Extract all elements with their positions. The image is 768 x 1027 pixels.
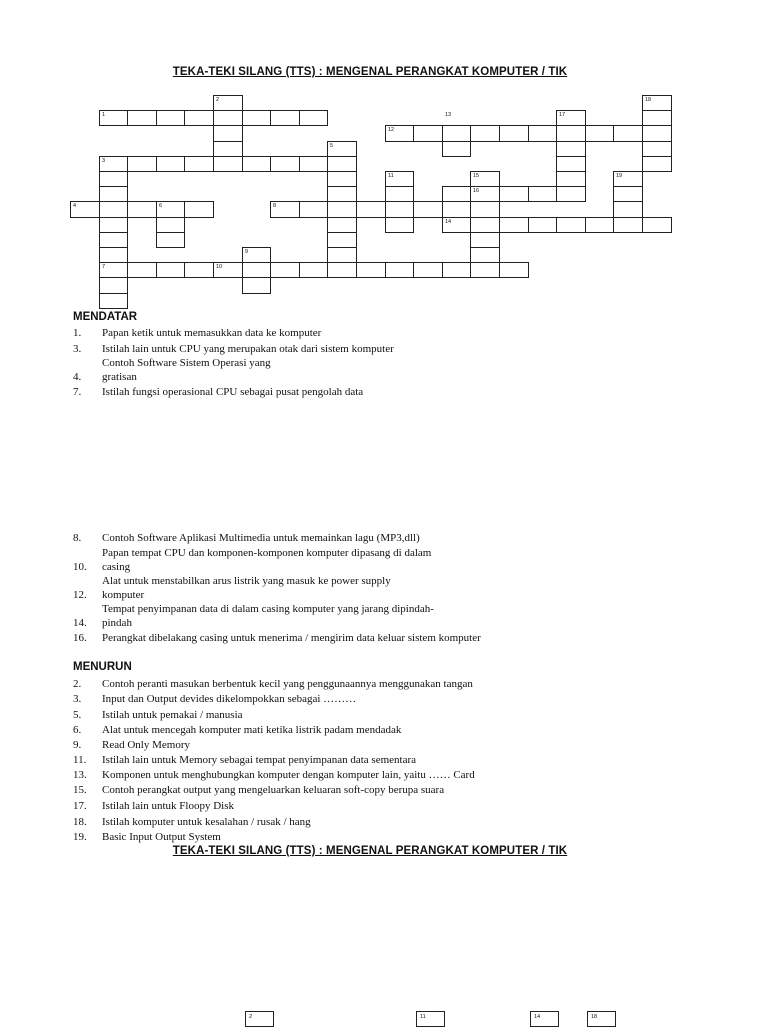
clue-number-label: 4: [73, 203, 77, 209]
clue-number-label: 5: [330, 143, 334, 149]
clue-text: Read Only Memory: [102, 739, 190, 751]
clue-text: Istilah komputer untuk kesalahan / rusak / hang: [102, 816, 311, 828]
clue-number: 18.: [73, 816, 87, 828]
clue-text: komputer: [102, 589, 145, 601]
menurun-heading: MENURUN: [73, 661, 132, 673]
clue-text: Istilah lain untuk CPU yang merupakan otak dari sistem komputer: [102, 343, 394, 355]
clue-number: 10.: [73, 561, 87, 573]
clue-text: casing: [102, 561, 131, 573]
clue-number-label: 14: [534, 1014, 541, 1020]
clue-number: 2.: [73, 678, 82, 690]
clue-text: Tempat penyimpanan data di dalam casing komputer yang jarang dipindah-: [102, 603, 434, 615]
clue-number-label: 11: [420, 1014, 426, 1020]
crossword-cell[interactable]: [416, 1011, 445, 1027]
clue-number: 16.: [73, 632, 87, 644]
clue-text: Contoh Software Aplikasi Multimedia untuk memainkan lagu (MP3,dll): [102, 532, 420, 544]
page-title-bottom: TEKA-TEKI SILANG (TTS) : MENGENAL PERANGKAT KOMPUTER / TIK: [172, 845, 568, 857]
clue-number: 11.: [73, 754, 87, 766]
clue-text: Contoh perangkat output yang mengeluarkan keluaran soft-copy berupa suara: [102, 784, 445, 796]
clue-number-label: 10: [216, 264, 223, 270]
clue-number: 12.: [73, 589, 87, 601]
clue-number-label: 7: [102, 264, 106, 270]
clue-text: Papan ketik untuk memasukkan data ke komputer: [102, 327, 322, 339]
clue-number-label: 6: [159, 203, 163, 209]
clue-text: Alat untuk mencegah komputer mati ketika listrik padam mendadak: [102, 724, 402, 736]
clue-number: 8.: [73, 532, 82, 544]
mendatar-heading: MENDATAR: [73, 311, 138, 323]
clue-text: Papan tempat CPU dan komponen-komponen komputer dipasang di dalam: [102, 547, 432, 559]
clue-number-label: 11: [388, 173, 394, 179]
crossword-cell[interactable]: [587, 1011, 616, 1027]
clue-text: Komponen untuk menghubungkan komputer dengan komputer lain, yaitu …… Card: [102, 769, 475, 781]
page-title-top: TEKA-TEKI SILANG (TTS) : MENGENAL PERANGKAT KOMPUTER / TIK: [172, 66, 568, 78]
clue-text: Istilah lain untuk Memory sebagai tempat penyimpanan data sementara: [102, 754, 417, 766]
clue-number: 17.: [73, 800, 87, 812]
clue-number-label: 2: [216, 97, 220, 103]
clue-text: Contoh peranti masukan berbentuk kecil yang penggunaannya menggunakan tangan: [102, 678, 473, 690]
clue-number-label: 13: [445, 112, 452, 118]
clue-number-label: 17: [559, 112, 566, 118]
clue-number-label: 15: [473, 173, 480, 179]
crossword-cell[interactable]: [245, 1011, 274, 1027]
clue-number: 13.: [73, 769, 87, 781]
clue-text: Input dan Output devides dikelompokkan sebagai ………: [102, 693, 357, 705]
clue-text: gratisan: [102, 371, 137, 383]
clue-number: 5.: [73, 709, 82, 721]
clue-number-label: 9: [245, 249, 249, 255]
clue-number: 19.: [73, 831, 87, 843]
clue-text: Basic Input Output System: [102, 831, 221, 843]
clue-text: Alat untuk menstabilkan arus listrik yang masuk ke power supply: [102, 575, 391, 587]
clue-number: 15.: [73, 784, 87, 796]
clue-text: Perangkat dibelakang casing untuk menerima / mengirim data keluar sistem komputer: [102, 632, 481, 644]
clue-number: 1.: [73, 327, 82, 339]
clue-number-label: 12: [388, 127, 395, 133]
clue-text: Istilah lain untuk Floopy Disk: [102, 800, 234, 812]
clue-number: 9.: [73, 739, 82, 751]
clue-number: 4.: [73, 371, 82, 383]
clue-number: 3.: [73, 693, 82, 705]
clue-number-label: 19: [616, 173, 623, 179]
clue-number: 7.: [73, 386, 82, 398]
clue-number-label: 1: [102, 112, 106, 118]
clue-text: pindah: [102, 617, 132, 629]
clue-number-label: 16: [473, 188, 480, 194]
clue-number-label: 3: [102, 158, 106, 164]
clue-number-label: 8: [273, 203, 277, 209]
clue-text: Istilah untuk pemakai / manusia: [102, 709, 243, 721]
clue-number-label: 2: [249, 1014, 253, 1020]
clue-text: Contoh Software Sistem Operasi yang: [102, 357, 271, 369]
clue-number: 14.: [73, 617, 87, 629]
clue-text: Istilah fungsi operasional CPU sebagai pusat pengolah data: [102, 386, 364, 398]
clue-number: 3.: [73, 343, 82, 355]
clue-number-label: 18: [591, 1014, 598, 1020]
clue-number: 6.: [73, 724, 82, 736]
crossword-cell[interactable]: [530, 1011, 559, 1027]
clue-number-label: 18: [645, 97, 652, 103]
clue-number-label: 14: [445, 219, 452, 225]
